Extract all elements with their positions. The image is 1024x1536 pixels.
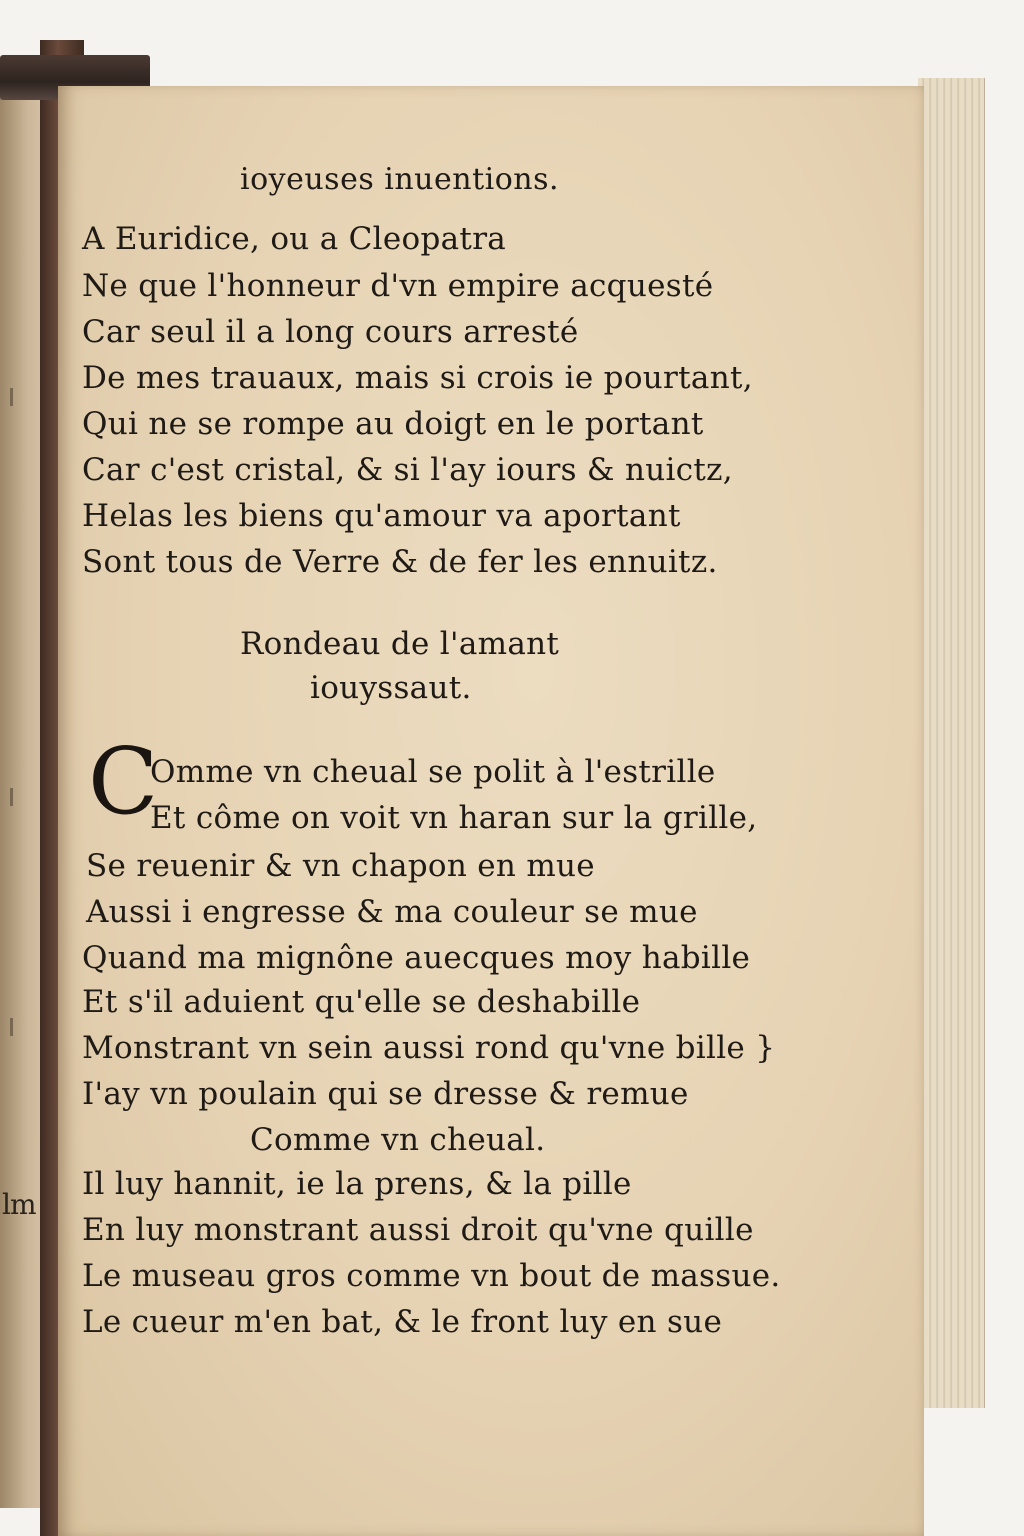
rondeau-line: Omme vn cheual se polit à l'estrille <box>150 754 716 790</box>
rondeau-line: Il luy hannit, ie la prens, & la pille <box>82 1166 632 1202</box>
rondeau-line: Le cueur m'en bat, & le front luy en sue <box>82 1304 723 1340</box>
left-page-text-fragment: lm <box>2 1188 36 1221</box>
rondeau-line: Quand ma mignône auecques moy habille <box>82 940 751 976</box>
stanza-line: Helas les biens qu'amour va aportant <box>82 498 681 534</box>
rondeau-line: Monstrant vn sein aussi rond qu'vne bille } <box>82 1030 776 1066</box>
rondeau-line: Et s'il aduient qu'elle se deshabille <box>82 984 641 1020</box>
running-head: ioyeuses inuentions. <box>240 162 560 197</box>
rondeau-line: En luy monstrant aussi droit qu'vne quille <box>82 1212 754 1248</box>
ink-mark <box>10 1018 13 1036</box>
stanza-line: A Euridice, ou a Cleopatra <box>82 221 507 257</box>
stanza-line: Sont tous de Verre & de fer les ennuitz. <box>82 544 718 580</box>
stanza-line: Ne que l'honneur d'vn empire acquesté <box>82 268 714 304</box>
ink-mark <box>10 788 13 806</box>
stanza-line: De mes trauaux, mais si crois ie pourtant, <box>82 360 753 396</box>
book-page <box>58 86 924 1536</box>
stanza-line: Car c'est cristal, & si l'ay iours & nuictz, <box>82 452 733 488</box>
ink-mark <box>10 388 13 406</box>
rondeau-line: Et côme on voit vn haran sur la grille, <box>150 800 758 836</box>
stanza-line: Qui ne se rompe au doigt en le portant <box>82 406 704 442</box>
rondeau-subtitle: iouyssaut. <box>310 670 472 706</box>
rondeau-line: Le museau gros comme vn bout de massue. <box>82 1258 781 1294</box>
drop-cap: C <box>88 728 159 835</box>
stanza-line: Car seul il a long cours arresté <box>82 314 579 350</box>
rondeau-line: Se reuenir & vn chapon en mue <box>86 848 595 884</box>
rondeau-line: I'ay vn poulain qui se dresse & remue <box>82 1076 689 1112</box>
rondeau-line: Aussi i engresse & ma couleur se mue <box>86 894 698 930</box>
page-edges <box>918 78 985 1408</box>
rondeau-title: Rondeau de l'amant <box>240 626 560 662</box>
rondeau-refrain: Comme vn cheual. <box>250 1122 546 1158</box>
